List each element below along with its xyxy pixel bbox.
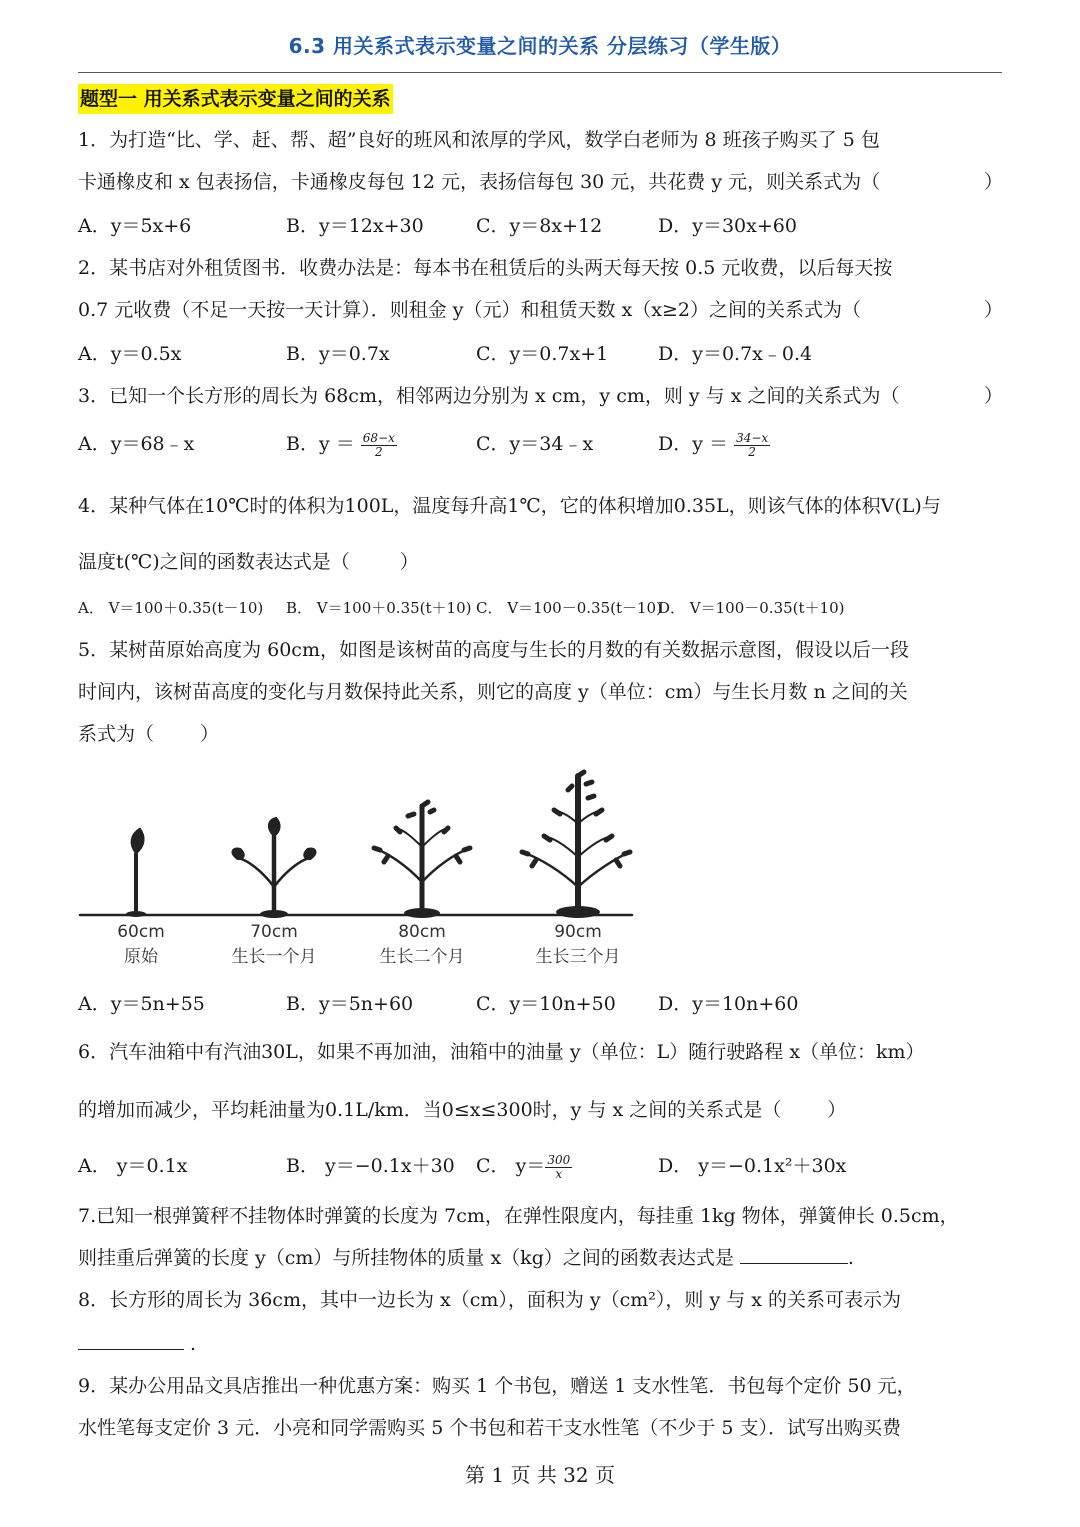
q9-line2: 水性笔每支定价 3 元．小亮和同学需购买 5 个书包和若干支水性笔（不少于 5 支）．试写出购买费: [78, 1417, 902, 1439]
q1-options: [78, 212, 1003, 240]
q5-line1: 5．某树苗原始高度为 60cm，如图是该树苗的高度与生长的月数的有关数据示意图，假设以后一段: [78, 639, 909, 661]
q2-options: [78, 340, 1003, 368]
q2-option-c: C．y＝0.7x+1: [476, 343, 609, 365]
q5-line3: 系式为（ ）: [78, 723, 220, 745]
figure-label-3: 80cm 生长二个月: [379, 922, 465, 967]
q6-line2: 的增加而减少，平均耗油量为0.1L/km．当0≤x≤300时，y 与 x 之间的关系式是（ ）: [78, 1099, 847, 1121]
q4-line2: 温度t(℃)之间的函数表达式是（ ）: [78, 551, 419, 573]
page-title: 6.3 用关系式表示变量之间的关系 分层练习（学生版）: [288, 34, 792, 58]
q5-option-a: A．y＝5n+55: [78, 993, 205, 1015]
q4-options: [78, 594, 1003, 622]
q8-answer-blank[interactable]: [78, 1348, 184, 1350]
q5-options: [78, 990, 1003, 1018]
q8-line1: 8．长方形的周长为 36cm，其中一边长为 x（cm），面积为 y（cm²），则 y 与 x 的关系可表示为: [78, 1289, 902, 1311]
q6-option-c: C． y＝ $\frac{300}{x}$: [476, 1152, 571, 1181]
q3-options: [78, 430, 1003, 458]
q3-option-b-fraction: $\frac{68-x}{2}$: [362, 430, 395, 459]
q5-option-d: D．y＝10n+60: [658, 993, 799, 1015]
q3-option-d: D．y ＝ $\frac{34-x}{2}$: [658, 430, 769, 459]
q3-line1: 3．已知一个长方形的周长为 68cm，相邻两边分别为 x cm，y cm，则 y 与 x 之间的关系式为（ ）: [78, 385, 1003, 407]
q1-line2: 卡通橡皮和 x 包表扬信，卡通橡皮每包 12 元，表扬信每包 30 元，共花费 y 元，则关系式为（ ）: [78, 171, 1003, 193]
q1-option-a: A．y＝5x+6: [78, 215, 192, 237]
q6-options: [78, 1152, 1003, 1180]
q1-option-c: C．y＝8x+12: [476, 215, 603, 237]
q2-option-b: B．y＝0.7x: [286, 343, 390, 365]
q6-option-c-fraction: $\frac{300}{x}$: [547, 1152, 571, 1181]
q4-option-a: A． V＝100＋0.35(t－10): [78, 599, 264, 617]
figure-label-2: 70cm 生长一个月: [231, 922, 317, 967]
q1-option-d: D．y＝30x+60: [658, 215, 797, 237]
q2-option-d: D．y＝0.7x﹣0.4: [658, 343, 813, 365]
q4-option-b: B． V＝100＋0.35(t＋10): [286, 599, 472, 617]
seedling-figure: [78, 762, 634, 976]
q2-line1: 2．某书店对外租赁图书．收费办法是：每本书在租赁后的头两天每天按 0.5 元收费，以后每天按: [78, 257, 893, 279]
q7-line1: 7.已知一根弹簧秤不挂物体时弹簧的长度为 7cm，在弹性限度内，每挂重 1kg 物体，弹簧伸长 0.5cm，: [78, 1205, 959, 1227]
q7-answer-blank[interactable]: [740, 1262, 848, 1264]
q2-option-a: A．y＝0.5x: [78, 343, 182, 365]
q4-line1: 4．某种气体在10℃时的体积为100L，温度每升高1℃，它的体积增加0.35L，则该气体的体积V(L)与: [78, 495, 941, 517]
q6-option-d: D． y＝−0.1x²＋30x: [658, 1155, 847, 1177]
q7-line2: 则挂重后弹簧的长度 y（cm）与所挂物体的质量 x（kg）之间的函数表达式是 .: [78, 1247, 854, 1269]
q6-option-a: A． y＝0.1x: [78, 1155, 188, 1177]
q3-option-d-fraction: $\frac{34-x}{2}$: [736, 430, 769, 459]
q3-option-a: A．y＝68﹣x: [78, 433, 195, 455]
q5-line2: 时间内，该树苗高度的变化与月数保持此关系，则它的高度 y（单位：cm）与生长月数 n 之间的关: [78, 681, 908, 703]
section-heading: 题型一 用关系式表示变量之间的关系: [78, 84, 393, 114]
q9-line1: 9．某办公用品文具店推出一种优惠方案：购买 1 个书包，赠送 1 支水性笔．书包每个定价 50 元，: [78, 1375, 916, 1397]
q4-option-d: D． V＝100－0.35(t＋10): [658, 599, 845, 617]
figure-label-1: 60cm 原始: [117, 922, 165, 967]
q3-option-b: B．y ＝ $\frac{68-x}{2}$: [286, 430, 395, 459]
page-footer: 第 1 页 共 32 页: [465, 1463, 615, 1487]
q1-line1: 1．为打造“比、学、赶、帮、超”良好的班风和浓厚的学风，数学白老师为 8 班孩子购买了 5 包: [78, 129, 880, 151]
q6-line1: 6．汽车油箱中有汽油30L，如果不再加油，油箱中的油量 y（单位：L）随行驶路程 x（单位：km）: [78, 1041, 925, 1063]
q6-option-b: B． y＝−0.1x＋30: [286, 1155, 455, 1177]
q1-option-b: B．y＝12x+30: [286, 215, 424, 237]
q4-option-c: C． V＝100－0.35(t－10): [476, 599, 662, 617]
header-divider: [78, 72, 1002, 73]
q8-line2: .: [78, 1330, 1003, 1358]
q5-option-c: C．y＝10n+50: [476, 993, 616, 1015]
q3-option-c: C．y＝34﹣x: [476, 433, 594, 455]
q5-option-b: B．y＝5n+60: [286, 993, 414, 1015]
q2-line2: 0.7 元收费（不足一天按一天计算）．则租金 y（元）和租赁天数 x（x≥2）之间的关系式为（ ）: [78, 299, 1003, 321]
figure-label-4: 90cm 生长三个月: [535, 922, 621, 967]
